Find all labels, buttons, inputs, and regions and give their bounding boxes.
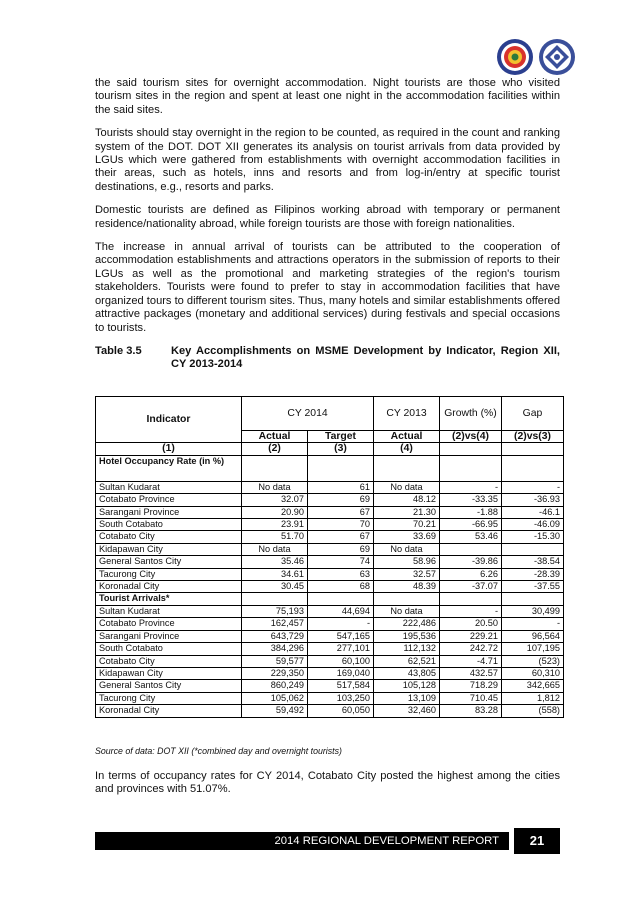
header-cy2013: CY 2013 bbox=[374, 397, 440, 431]
row-label: Tacurong City bbox=[96, 692, 242, 704]
section-empty-cell bbox=[502, 455, 564, 481]
section-empty-cell bbox=[374, 455, 440, 481]
header-col3: (3) bbox=[308, 443, 374, 455]
header-indicator: Indicator bbox=[96, 397, 242, 443]
row-value: -39.86 bbox=[440, 556, 502, 568]
closing-paragraph: In terms of occupancy rates for CY 2014, Cotabato City posted the highest among the cities and provinces with 51.07%. bbox=[95, 770, 560, 796]
row-value: No data bbox=[374, 543, 440, 555]
footer-report-title: 2014 REGIONAL DEVELOPMENT REPORT bbox=[95, 832, 509, 850]
row-value: 70 bbox=[308, 519, 374, 531]
row-value: 710.45 bbox=[440, 692, 502, 704]
neda-seal-logo bbox=[496, 38, 534, 76]
row-value: 23.91 bbox=[242, 519, 308, 531]
row-value: 44,694 bbox=[308, 605, 374, 617]
row-value: -1.88 bbox=[440, 506, 502, 518]
table-title: Key Accomplishments on MSME Development by Indicator, Region XII, CY 2013-2014 bbox=[171, 344, 560, 371]
table-row bbox=[96, 568, 564, 580]
row-label: Sarangani Province bbox=[96, 506, 242, 518]
row-value: 68 bbox=[308, 581, 374, 593]
section-header-row bbox=[96, 455, 564, 481]
row-value: 860,249 bbox=[242, 680, 308, 692]
row-label: Cotabato City bbox=[96, 655, 242, 667]
row-label: General Santos City bbox=[96, 556, 242, 568]
table-row bbox=[96, 556, 564, 568]
row-value: No data bbox=[242, 481, 308, 493]
row-value: 517,584 bbox=[308, 680, 374, 692]
row-label: Kidapawan City bbox=[96, 667, 242, 679]
paragraph: Domestic tourists are defined as Filipinos working abroad with temporary or permanent residence/nationality abroad, while foreign tourists are those with foreign nationalities. bbox=[95, 204, 560, 230]
row-value: 105,062 bbox=[242, 692, 308, 704]
row-value: 63 bbox=[308, 568, 374, 580]
row-value: 62,521 bbox=[374, 655, 440, 667]
row-value: 277,101 bbox=[308, 643, 374, 655]
row-label: Kidapawan City bbox=[96, 543, 242, 555]
table-row bbox=[96, 605, 564, 617]
accomplishments-table bbox=[95, 396, 564, 718]
row-value: 222,486 bbox=[374, 618, 440, 630]
row-value: 718.29 bbox=[440, 680, 502, 692]
row-value: 547,165 bbox=[308, 630, 374, 642]
row-value: 169,040 bbox=[308, 667, 374, 679]
row-value bbox=[440, 543, 502, 555]
row-value: 34.61 bbox=[242, 568, 308, 580]
row-value: No data bbox=[374, 605, 440, 617]
row-value: -33.35 bbox=[440, 494, 502, 506]
row-value: 59,577 bbox=[242, 655, 308, 667]
row-value: (558) bbox=[502, 705, 564, 717]
row-value: 112,132 bbox=[374, 643, 440, 655]
row-value: 83.28 bbox=[440, 705, 502, 717]
table-row bbox=[96, 643, 564, 655]
table-row bbox=[96, 519, 564, 531]
header-gap-sub: (2)vs(3) bbox=[502, 431, 564, 443]
regional-development-council-logo bbox=[538, 38, 576, 76]
row-value: 107,195 bbox=[502, 643, 564, 655]
section-empty-cell bbox=[308, 593, 374, 605]
row-value: 43,805 bbox=[374, 667, 440, 679]
section-empty-cell bbox=[242, 593, 308, 605]
header-col5-empty bbox=[440, 443, 502, 455]
row-value: 162,457 bbox=[242, 618, 308, 630]
header-actual-2014: Actual bbox=[242, 431, 308, 443]
table-number: Table 3.5 bbox=[95, 344, 142, 357]
row-value: 51.70 bbox=[242, 531, 308, 543]
row-value: -46.1 bbox=[502, 506, 564, 518]
row-value: 75,193 bbox=[242, 605, 308, 617]
row-label: Sultan Kudarat bbox=[96, 605, 242, 617]
row-value: 32.57 bbox=[374, 568, 440, 580]
row-value: 53.46 bbox=[440, 531, 502, 543]
row-value: - bbox=[440, 605, 502, 617]
row-value: 342,665 bbox=[502, 680, 564, 692]
header-cy2014: CY 2014 bbox=[242, 397, 374, 431]
row-value: 643,729 bbox=[242, 630, 308, 642]
row-value: 105,128 bbox=[374, 680, 440, 692]
row-value: -46.09 bbox=[502, 519, 564, 531]
section-empty-cell bbox=[440, 593, 502, 605]
table-row bbox=[96, 667, 564, 679]
row-value bbox=[502, 543, 564, 555]
section-empty-cell bbox=[242, 455, 308, 481]
row-label: Cotabato Province bbox=[96, 494, 242, 506]
table-row bbox=[96, 506, 564, 518]
row-value: -15.30 bbox=[502, 531, 564, 543]
row-label: Tacurong City bbox=[96, 568, 242, 580]
row-label: South Cotabato bbox=[96, 519, 242, 531]
row-label: South Cotabato bbox=[96, 643, 242, 655]
row-value: 32.07 bbox=[242, 494, 308, 506]
row-label: Koronadal City bbox=[96, 581, 242, 593]
row-value: 13,109 bbox=[374, 692, 440, 704]
row-value: 20.50 bbox=[440, 618, 502, 630]
row-value: 20.90 bbox=[242, 506, 308, 518]
row-value: 1,812 bbox=[502, 692, 564, 704]
row-value: 33.69 bbox=[374, 531, 440, 543]
row-value: 48.12 bbox=[374, 494, 440, 506]
header-growth: Growth (%) bbox=[440, 397, 502, 431]
header-actual-2013: Actual bbox=[374, 431, 440, 443]
row-value: -37.07 bbox=[440, 581, 502, 593]
row-value: 67 bbox=[308, 506, 374, 518]
row-value: -4.71 bbox=[440, 655, 502, 667]
header-col6-empty bbox=[502, 443, 564, 455]
table-row bbox=[96, 692, 564, 704]
section-title: Tourist Arrivals* bbox=[96, 593, 242, 605]
table-row bbox=[96, 618, 564, 630]
table-row bbox=[96, 581, 564, 593]
row-value: 229.21 bbox=[440, 630, 502, 642]
row-value: - bbox=[502, 618, 564, 630]
table-row bbox=[96, 543, 564, 555]
row-value: 70.21 bbox=[374, 519, 440, 531]
section-empty-cell bbox=[440, 455, 502, 481]
row-value: 6.26 bbox=[440, 568, 502, 580]
body-text bbox=[95, 77, 560, 372]
row-value: - bbox=[440, 481, 502, 493]
table-row bbox=[96, 705, 564, 717]
row-value: - bbox=[502, 481, 564, 493]
row-label: Cotabato Province bbox=[96, 618, 242, 630]
row-value: 195,536 bbox=[374, 630, 440, 642]
page-number: 21 bbox=[514, 828, 560, 854]
row-value: 242.72 bbox=[440, 643, 502, 655]
row-value: -36.93 bbox=[502, 494, 564, 506]
section-header-row bbox=[96, 593, 564, 605]
source-note: Source of data: DOT XII (*combined day and overnight tourists) bbox=[95, 746, 342, 756]
row-value: 432.57 bbox=[440, 667, 502, 679]
paragraph: Tourists should stay overnight in the region to be counted, as required in the count and ranking system of the DOT. DOT XII generates its analysis on tourist arrivals from data provided by LGUs which were gathered from establishments with overnight accommodation facilities in their areas, such as hotels, inns and resorts and from log-in/entry at specific tourist destinations, e.g., resorts and parks. bbox=[95, 127, 560, 193]
paragraph: the said tourism sites for overnight accommodation. Night tourists are those who visited tourism sites in the region and spent at least one night in the accommodation facilities within the said sites. bbox=[95, 77, 560, 116]
table-row bbox=[96, 680, 564, 692]
row-value: 60,100 bbox=[308, 655, 374, 667]
row-value: 384,296 bbox=[242, 643, 308, 655]
row-value: 30,499 bbox=[502, 605, 564, 617]
row-label: Sarangani Province bbox=[96, 630, 242, 642]
row-value: 58.96 bbox=[374, 556, 440, 568]
row-value: 67 bbox=[308, 531, 374, 543]
row-value: -66.95 bbox=[440, 519, 502, 531]
row-value: -38.54 bbox=[502, 556, 564, 568]
row-label: General Santos City bbox=[96, 680, 242, 692]
header-logos bbox=[496, 38, 578, 82]
table-row bbox=[96, 630, 564, 642]
row-value: No data bbox=[242, 543, 308, 555]
section-title: Hotel Occupancy Rate (in %) bbox=[96, 455, 242, 481]
row-value: 96,564 bbox=[502, 630, 564, 642]
row-value: 60,050 bbox=[308, 705, 374, 717]
header-col1: (1) bbox=[96, 443, 242, 455]
section-empty-cell bbox=[374, 593, 440, 605]
table-row bbox=[96, 481, 564, 493]
row-label: Sultan Kudarat bbox=[96, 481, 242, 493]
table-row bbox=[96, 494, 564, 506]
row-value: - bbox=[308, 618, 374, 630]
row-value: No data bbox=[374, 481, 440, 493]
row-value: 74 bbox=[308, 556, 374, 568]
row-value: 61 bbox=[308, 481, 374, 493]
section-empty-cell bbox=[308, 455, 374, 481]
row-value: 35.46 bbox=[242, 556, 308, 568]
section-empty-cell bbox=[502, 593, 564, 605]
row-value: 60,310 bbox=[502, 667, 564, 679]
row-value: -28.39 bbox=[502, 568, 564, 580]
paragraph: The increase in annual arrival of tourists can be attributed to the cooperation of accommodation establishments and attractions operators in the submission of reports to their LGUs as well as the promotional and marketing strategies of the region's tourism stakeholders. Tourists were found to prefer to stay in accommodation facilities that have organized tours to different tourism sites. Thus, many hotels and similar establishments offered attractive packages (monetary and additional services) during festivals and special occasions to tourists. bbox=[95, 241, 560, 334]
row-value: 69 bbox=[308, 494, 374, 506]
table-row bbox=[96, 655, 564, 667]
table-row bbox=[96, 531, 564, 543]
row-label: Koronadal City bbox=[96, 705, 242, 717]
row-value: -37.55 bbox=[502, 581, 564, 593]
row-value: 59,492 bbox=[242, 705, 308, 717]
header-target-2014: Target bbox=[308, 431, 374, 443]
row-value: 32,460 bbox=[374, 705, 440, 717]
header-growth-sub: (2)vs(4) bbox=[440, 431, 502, 443]
row-value: 103,250 bbox=[308, 692, 374, 704]
table-caption bbox=[95, 345, 560, 372]
row-value: 48.39 bbox=[374, 581, 440, 593]
header-gap: Gap bbox=[502, 397, 564, 431]
row-value: 229,350 bbox=[242, 667, 308, 679]
header-col4: (4) bbox=[374, 443, 440, 455]
row-value: 69 bbox=[308, 543, 374, 555]
header-col2: (2) bbox=[242, 443, 308, 455]
row-value: 30.45 bbox=[242, 581, 308, 593]
row-value: 21.30 bbox=[374, 506, 440, 518]
row-value: (523) bbox=[502, 655, 564, 667]
row-label: Cotabato City bbox=[96, 531, 242, 543]
